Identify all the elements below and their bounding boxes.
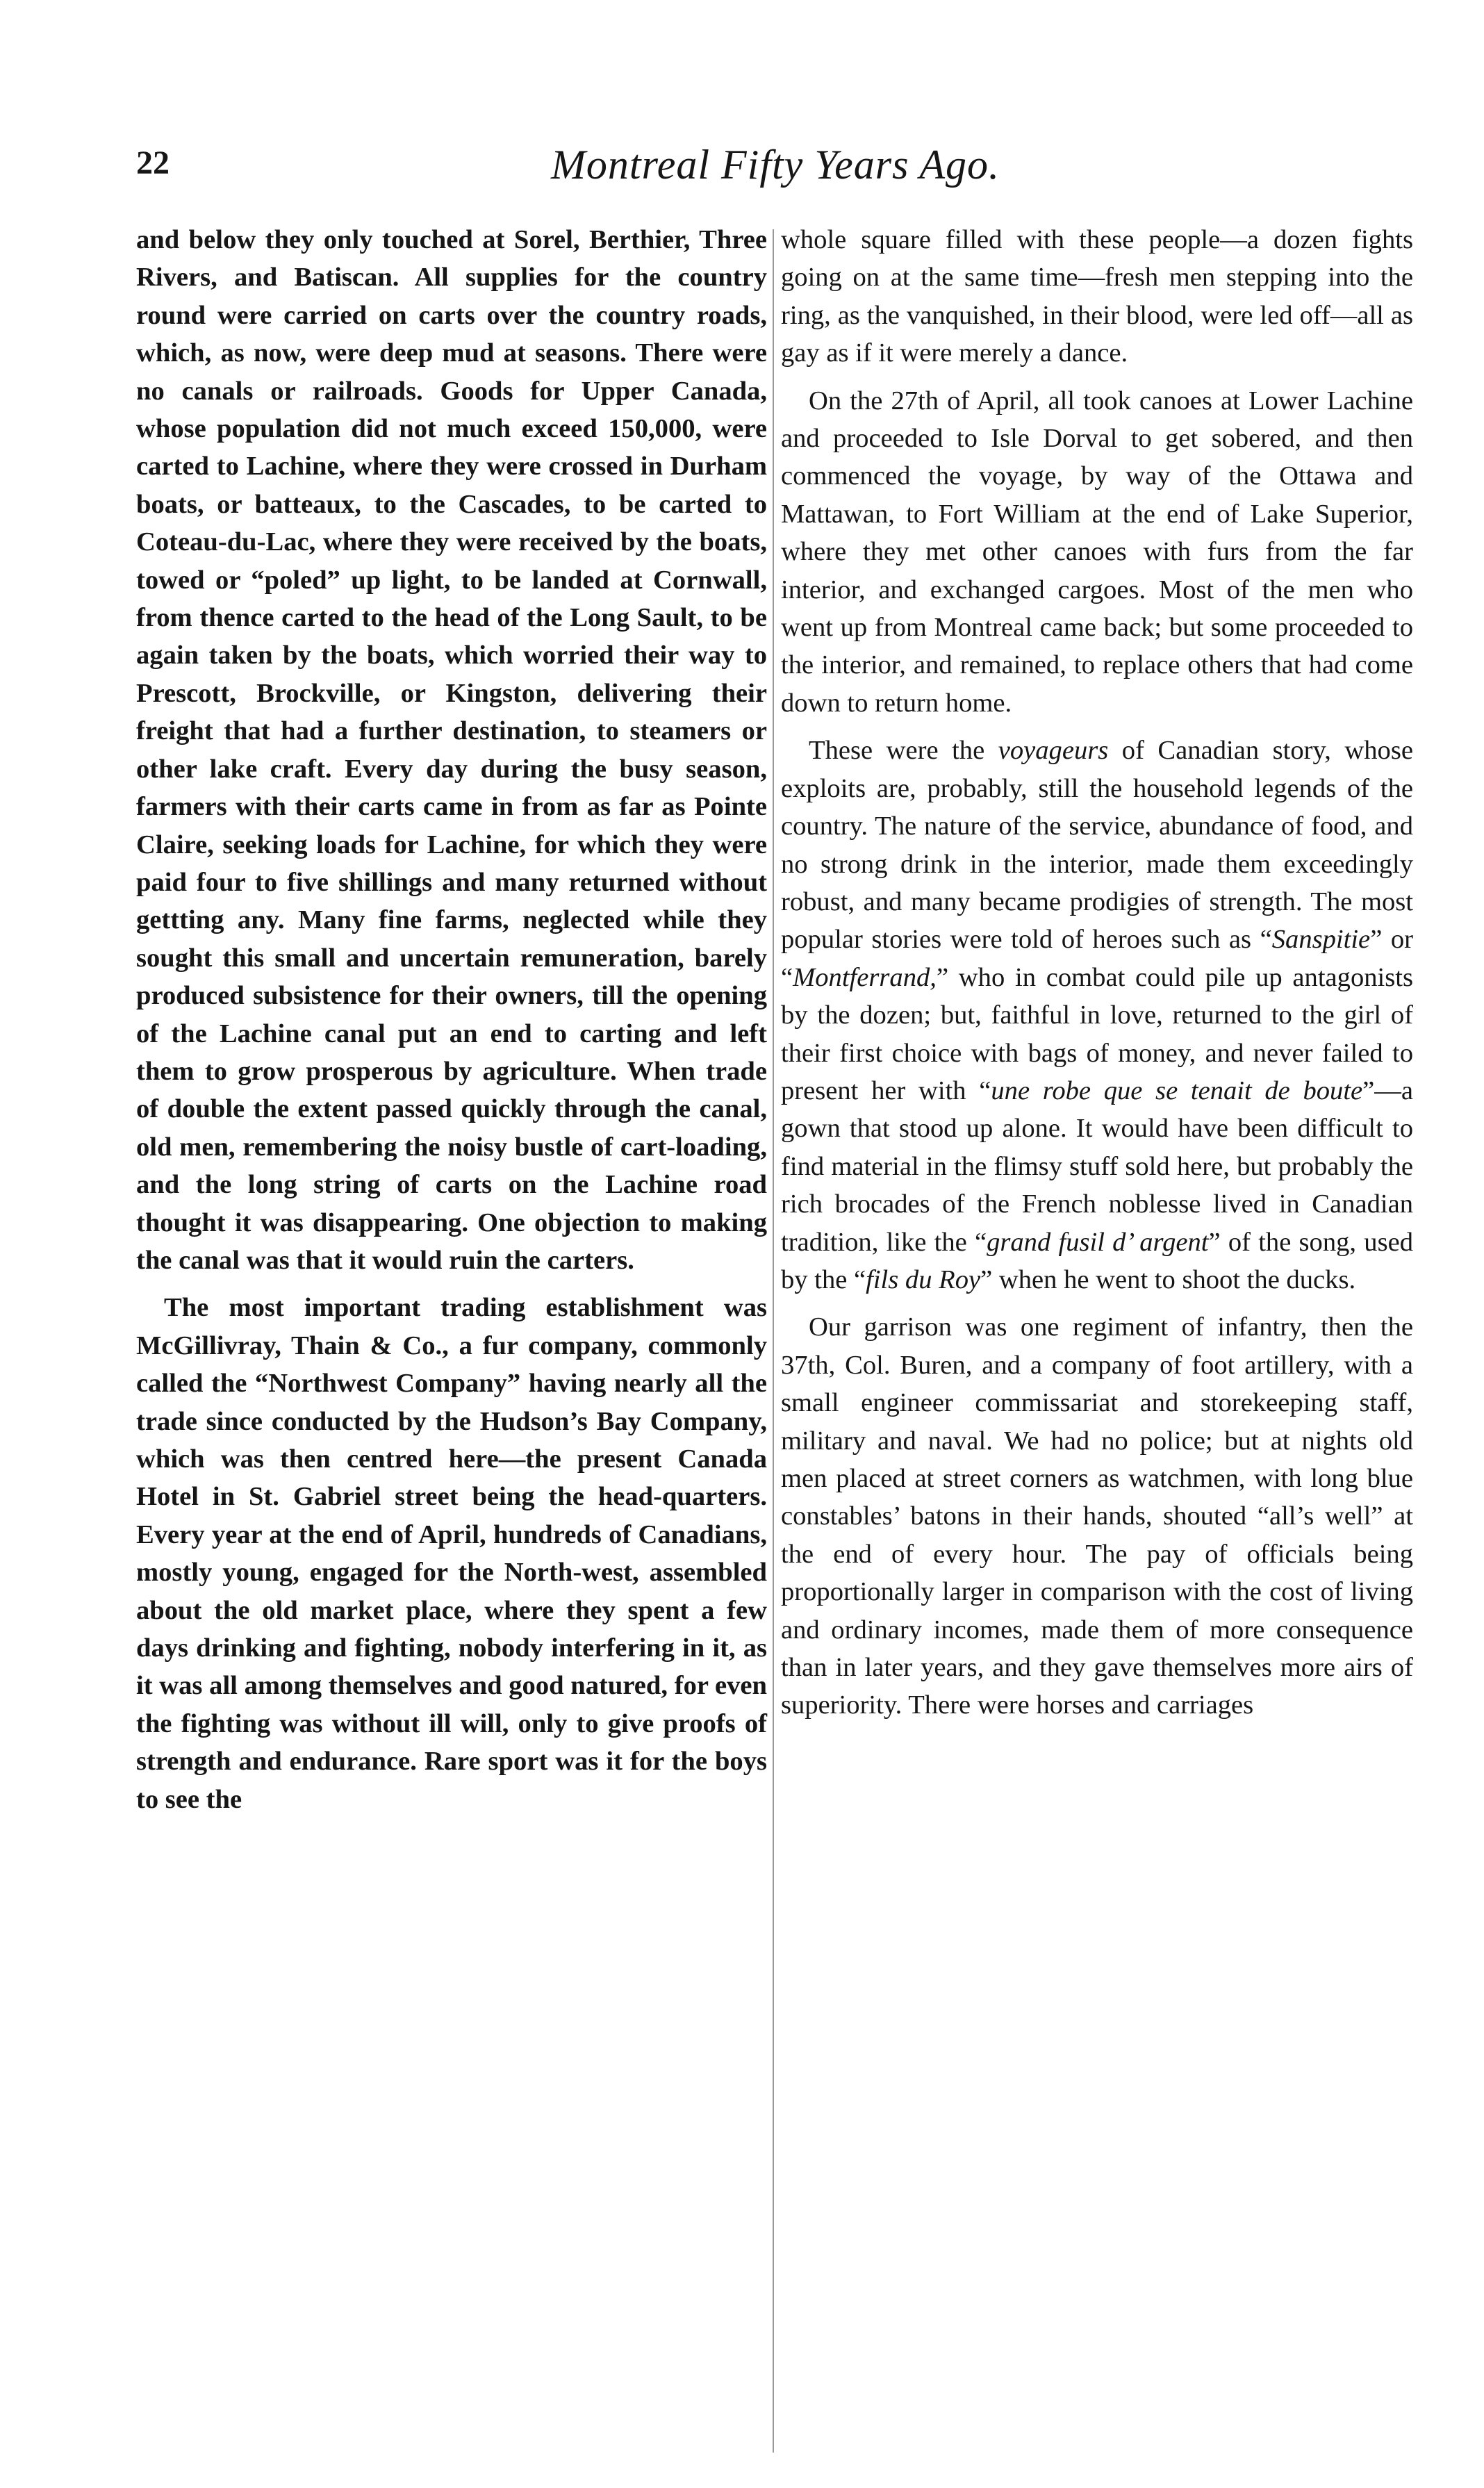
running-title: Montreal Fifty Years Ago.	[550, 142, 1000, 188]
right-column	[781, 221, 1413, 1724]
text-run: ” who in combat could pile up antagonists by the dozen; but, faithful in love, returned to the girl of their first choice with bags of money, and never failed to present her with “	[781, 962, 1413, 1105]
italic-term: Montferrand,	[793, 962, 937, 992]
text-run: ” or “	[781, 925, 1413, 992]
text-run: of Canadian story, whose exploits are, probably, still the household legends of the country. The nature of the service, abundance of food, and no strong drink in the interior, made them exceedingly robust, and many became prodigies of strength. The most popular stories were told of heroes such as “	[781, 736, 1413, 955]
paragraph: whole square filled with these people—a dozen fights going on at the same time—fresh men stepping into the ring, as the vanquished, in their blood, were led off—all as gay as if it were merely a dance.	[781, 225, 1413, 368]
left-column	[136, 221, 767, 1818]
italic-term: voyageurs	[998, 736, 1109, 766]
italic-term: grand fusil d’ argent	[987, 1227, 1209, 1257]
paragraph: and below they only touched at Sorel, Berthier, Three Rivers, and Batiscan. All supplies for the country round were carried on carts over the country roads, which, as now, were deep mud at seasons. There were no canals or railroads. Goods for Upper Canada, whose population did not much exceed 150,000, were carted to Lachine, where they were crossed in Durham boats, or batteaux, to the Cascades, to be carted to Coteau-du-Lac, where they were received by the boats, towed or “poled” up light, to be landed at Cornwall, from thence carted to the head of the Long Sault, to be again taken by the boats, which worried their way to Prescott, Brockville, or Kingston, delivering their freight that had a further destination, to steamers or other lake craft. Every day during the busy season, farmers with their carts came in from as far as Pointe Claire, seeking loads for Lachine, for which they were paid four to five shillings and many returned without gettting any. Many fine farms, neglected while they sought this small and uncertain remuneration, barely produced subsistence for their owners, till the opening of the Lachine canal put an end to carting and left them to grow prosperous by agriculture. When trade of double the extent passed quickly through the canal, old men, remembering the noisy bustle of cart-loading, and the long string of carts on the Lachine road thought it was disappearing. One objection to making the canal was that it would ruin the carters.	[136, 225, 767, 1275]
text-run: ” of the song, used by the “	[781, 1227, 1413, 1294]
paragraph	[781, 732, 1413, 1299]
paragraph: Our garrison was one regiment of infantry, then the 37th, Col. Buren, and a company of foot artillery, with a small engineer commissariat and storekeeping staff, military and naval. We had no police; but at nights old men placed at street corners as watchmen, with long blue constables’ batons in their hands, shouted “all’s well” at the end of every hour. The pay of officials being proportionally larger in comparison with the cost of living and ordinary incomes, made them of more consequence than in later years, and they gave themselves more airs of superiority. There were horses and carriages	[781, 1312, 1413, 1720]
italic-term: Sanspitie	[1271, 925, 1371, 955]
paragraph: The most important trading establishment was McGillivray, Thain & Co., a fur company, commonly called the “Northwest Company” having nearly all the trade since conducted by the Hudson’s Bay Company, which was then centred here—the present Canada Hotel in St. Gabriel street being the head-quarters. Every year at the end of April, hundreds of Canadians, mostly young, engaged for the North-west, assembled about the old market place, where they spent a few days drinking and fighting, nobody interfering in it, as it was all among themselves and good natured, for even the fighting was without ill will, only to give proofs of strength and endurance. Rare sport was it for the boys to see the	[136, 1293, 767, 1814]
text-run: These were the	[809, 736, 998, 766]
italic-term: une robe que se tenait de boute	[991, 1076, 1363, 1105]
text-run: ”—a gown that stood up alone. It would have been difficult to find material in the flimsy stuff sold here, but probably the rich brocades of the French noblesse lived in Canadian tradition, like the “	[781, 1076, 1413, 1257]
page-header	[136, 141, 1415, 197]
italic-term: fils du Roy	[866, 1264, 981, 1294]
page-number: 22	[136, 145, 170, 181]
text-run: ” when he went to shoot the ducks.	[980, 1264, 1356, 1294]
column-divider	[773, 229, 774, 2453]
paragraph: On the 27th of April, all took canoes at Lower Lachine and proceeded to Isle Dorval to get sobered, and then commenced the voyage, by way of the Ottawa and Mattawan, to Fort William at the end of Lake Superior, where they met other canoes with furs from the far interior, and exchanged cargoes. Most of the men who went up from Montreal came back; but some proceeded to the interior, and remained, to replace others that had come down to return home.	[781, 386, 1413, 718]
